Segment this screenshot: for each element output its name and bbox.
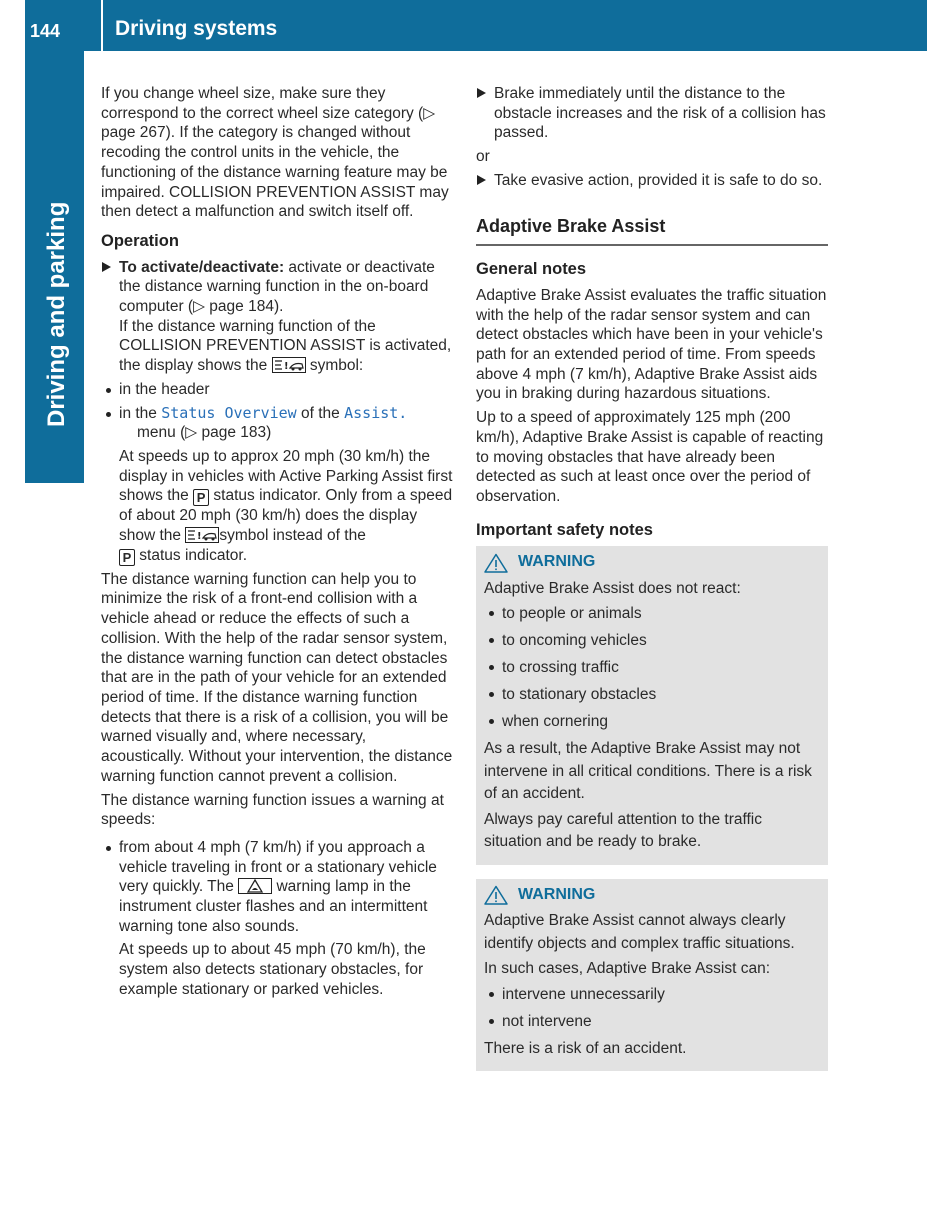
list-item — [484, 603, 820, 626]
warning-text: As a result, the Adaptive Brake Assist may not intervene in all critical conditions. There is a risk of an accident. — [484, 740, 812, 803]
speed-text: symbol instead of the — [219, 527, 366, 545]
bullet-dot — [489, 638, 494, 643]
speed-text: status indicator. — [135, 546, 248, 564]
activate-step — [101, 258, 453, 376]
list-item — [101, 380, 453, 400]
general-paragraph-1: Adaptive Brake Assist evaluates the traffic situation with the help of the radar sensor system and can detect obstacles which have been in your vehicle's path for an extended period of time. From speeds above 4 mph (7 km/h), Adaptive Brake Assist aids you in braking during hazardous situations. — [476, 286, 827, 403]
bullet-dot — [489, 611, 494, 616]
distance-warning-symbol — [185, 527, 219, 543]
help-paragraph: The distance warning function can help you to minimize the risk of a front-end collision with a vehicle ahead or reduce the effects of such a collision. With the help of the radar sensor system, the distance warning function can detect obstacles that are in the path of your vehicle for an extended period of time. If the distance warning function detects that there is a risk of a collision, you will be warned visually and, where necessary, acoustically. Without your intervention, the distance warning function cannot prevent a collision. — [101, 570, 453, 785]
step-text: Take evasive action, provided it is safe to do so. — [494, 171, 823, 189]
warning-text: There is a risk of an accident. — [484, 1039, 687, 1057]
bullet-dot — [489, 665, 494, 670]
aba-heading: Adaptive Brake Assist — [476, 217, 828, 247]
svg-text:!: ! — [197, 531, 202, 543]
step-text: Brake immediately until the distance to the obstacle increases and the risk of a collision has passed. — [494, 85, 826, 142]
bullet-dot — [489, 1019, 494, 1024]
warning-box — [476, 879, 828, 1072]
page-number: 144 — [30, 21, 61, 41]
warning-header — [484, 551, 820, 574]
bullet-text: in the — [119, 404, 162, 422]
bullet-text: of the — [296, 404, 345, 422]
warning-text: Adaptive Brake Assist cannot always clearly identify objects and complex traffic situations. — [484, 912, 795, 952]
general-notes-heading: General notes — [476, 260, 587, 279]
brake-step — [476, 84, 828, 143]
side-tab-label: Driving and parking — [43, 201, 70, 427]
bullet-text: intervene unnecessarily — [502, 985, 665, 1003]
warning-triangle-icon — [484, 885, 508, 905]
list-item — [101, 404, 453, 443]
speed-text: status indicator. Only from a speed of about 20 mph (30 km/h) does the display show the — [119, 487, 453, 545]
bullet-text: warning lamp in the instrument cluster flashes and an intermittent warning tone also sounds. — [119, 878, 428, 935]
bullet-text: to people or animals — [502, 605, 642, 623]
bullet-text: not intervene — [502, 1012, 592, 1030]
general-paragraph-2: Up to a speed of approximately 125 mph (200 km/h), Adaptive Brake Assist is capable of reacting to moving obstacles that have already been detected as such at least once over the period of observation. — [476, 409, 824, 505]
warning-triangle-icon — [484, 553, 508, 573]
bullet-text: to crossing traffic — [502, 659, 619, 677]
bullet-dot — [489, 692, 494, 697]
svg-text:!: ! — [283, 361, 289, 373]
bullet-text: to oncoming vehicles — [502, 632, 647, 650]
bullet-dot — [106, 846, 111, 851]
warning-title: WARNING — [518, 885, 596, 903]
assist-menu-name: Assist. — [344, 403, 408, 422]
step-arrow-icon — [102, 262, 111, 272]
list-item — [101, 838, 453, 937]
issues-paragraph: The distance warning function issues a warning at speeds: — [101, 791, 444, 829]
evasive-step — [476, 171, 828, 191]
collision-warning-lamp-icon — [238, 878, 272, 894]
bullet-dot — [489, 992, 494, 997]
bullet-text: menu (▷ page 183) — [137, 424, 272, 442]
bullet-text: to stationary obstacles — [502, 686, 657, 704]
bullet-dot — [106, 388, 111, 393]
bullet-text: when cornering — [502, 713, 608, 731]
bullet-dot — [106, 412, 111, 417]
parking-p-symbol: P — [193, 489, 209, 506]
safety-notes-heading: Important safety notes — [476, 520, 653, 539]
warning-header — [484, 884, 820, 907]
shows-text-end: symbol: — [305, 357, 364, 375]
bullet-dot — [489, 719, 494, 724]
warning-text: Adaptive Brake Assist does not react: — [484, 579, 741, 597]
bullet-text: in the header — [119, 380, 210, 398]
list-item — [484, 711, 820, 734]
header-divider — [101, 0, 103, 51]
shows-paragraph — [119, 317, 453, 376]
list-item — [484, 1011, 820, 1034]
list-item — [484, 984, 820, 1007]
list-item — [484, 630, 820, 653]
page-title: Driving systems — [115, 17, 278, 40]
speed-text: At speeds up to approx 20 mph (30 km/h) the display in vehicles with Active Parking Assist first shows the — [119, 447, 453, 505]
or-text: or — [476, 148, 490, 166]
bullet-text: from about 4 mph (7 km/h) if you approach a vehicle traveling in front or a stationary vehicle very quickly. The — [119, 838, 437, 896]
speed-45-paragraph: At speeds up to about 45 mph (70 km/h), the system also detects stationary obstacles, for example stationary or parked vehicles. — [119, 941, 426, 998]
list-item — [484, 657, 820, 680]
right-column — [476, 84, 828, 1085]
intro-paragraph: If you change wheel size, make sure they correspond to the correct wheel size category (▷ page 267). If the category is changed without recoding the control units in the vehicle, the functioning of the distance warning feature may be impaired. COLLISION PREVENTION ASSIST may then detect a malfunction and switch itself off. — [101, 85, 449, 221]
distance-warning-symbol — [272, 357, 306, 373]
left-column — [101, 84, 453, 1004]
step-arrow-icon — [477, 175, 486, 185]
list-item — [484, 684, 820, 707]
warning-title: WARNING — [518, 553, 596, 571]
activate-text: activate or deactivate the distance warning function in the on-board computer (▷ page 184). — [119, 258, 435, 316]
parking-p-symbol: P — [119, 549, 135, 566]
operation-heading: Operation — [101, 231, 179, 250]
speed-paragraph — [101, 447, 453, 566]
warning-box — [476, 546, 828, 865]
warning-text: In such cases, Adaptive Brake Assist can: — [484, 960, 771, 978]
step-arrow-icon — [477, 88, 486, 98]
shows-text: If the distance warning function of the COLLISION PREVENTION ASSIST is activated, the display shows the — [119, 317, 452, 375]
activate-label: To activate/deactivate: — [119, 258, 285, 276]
warning-text: Always pay careful attention to the traffic situation and be ready to brake. — [484, 810, 763, 851]
status-overview-menu-name: Status Overview — [161, 403, 297, 422]
